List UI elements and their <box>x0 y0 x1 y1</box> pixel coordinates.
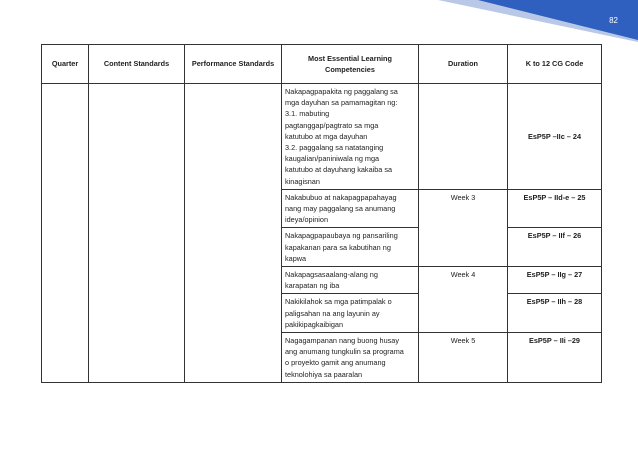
duration-cell: Week 5 <box>419 333 508 383</box>
competency-cell: Nakapagsasaalang-alang ng karapatan ng iba <box>282 267 419 294</box>
cg-code-cell: EsP5P – IIg – 27 <box>508 267 602 294</box>
header-cg-code: K to 12 CG Code <box>508 45 602 84</box>
duration-cell <box>419 84 508 190</box>
cg-code-cell: EsP5P – IIi –29 <box>508 333 602 383</box>
table-row <box>42 84 602 190</box>
cg-code-cell: EsP5P – IIh – 28 <box>508 294 602 333</box>
duration-cell: Week 4 <box>419 267 508 333</box>
header-content-standards: Content Standards <box>89 45 185 84</box>
header-competencies: Most Essential Learning Competencies <box>282 45 419 84</box>
competency-cell: Nakikilahok sa mga patimpalak o paligsahan na ang layunin ay pakikipagkaibigan <box>282 294 419 333</box>
cg-code-cell: EsP5P –IIc – 24 <box>508 84 602 190</box>
table-header-row <box>42 45 602 84</box>
competency-cell: Nakapagpapaubaya ng pansariling kapakanan para sa kabutihan ng kapwa <box>282 228 419 267</box>
cg-code-cell: EsP5P – IIf – 26 <box>508 228 602 267</box>
header-quarter: Quarter <box>42 45 89 84</box>
corner-banner <box>438 0 638 42</box>
quarter-cell <box>42 84 89 383</box>
performance-standards-cell <box>185 84 282 383</box>
competency-cell: Nakapagpapakita ng paggalang sa mga dayuhan sa pamamagitan ng: 3.1. mabuting pagtanggap/pagtrato sa mga katutubo at mga dayuhan 3.2. paggalang sa natatanging kaugalian/paniniwala ng mga katutubo at dayuhang kakaiba sa kinagisnan <box>282 84 419 190</box>
competency-cell: Nakabubuo at nakapagpapahayag nang may paggalang sa anumang ideya/opinion <box>282 189 419 228</box>
cg-code-cell: EsP5P – IId-e – 25 <box>508 189 602 228</box>
content-standards-cell <box>89 84 185 383</box>
header-duration: Duration <box>419 45 508 84</box>
duration-cell: Week 3 <box>419 189 508 266</box>
competency-cell: Nagagampanan nang buong husay ang anumang tungkulin sa programa o proyekto gamit ang anumang teknolohiya sa paaralan <box>282 333 419 383</box>
header-performance-standards: Performance Standards <box>185 45 282 84</box>
page-number: 82 <box>609 16 618 25</box>
competency-table <box>41 44 602 383</box>
